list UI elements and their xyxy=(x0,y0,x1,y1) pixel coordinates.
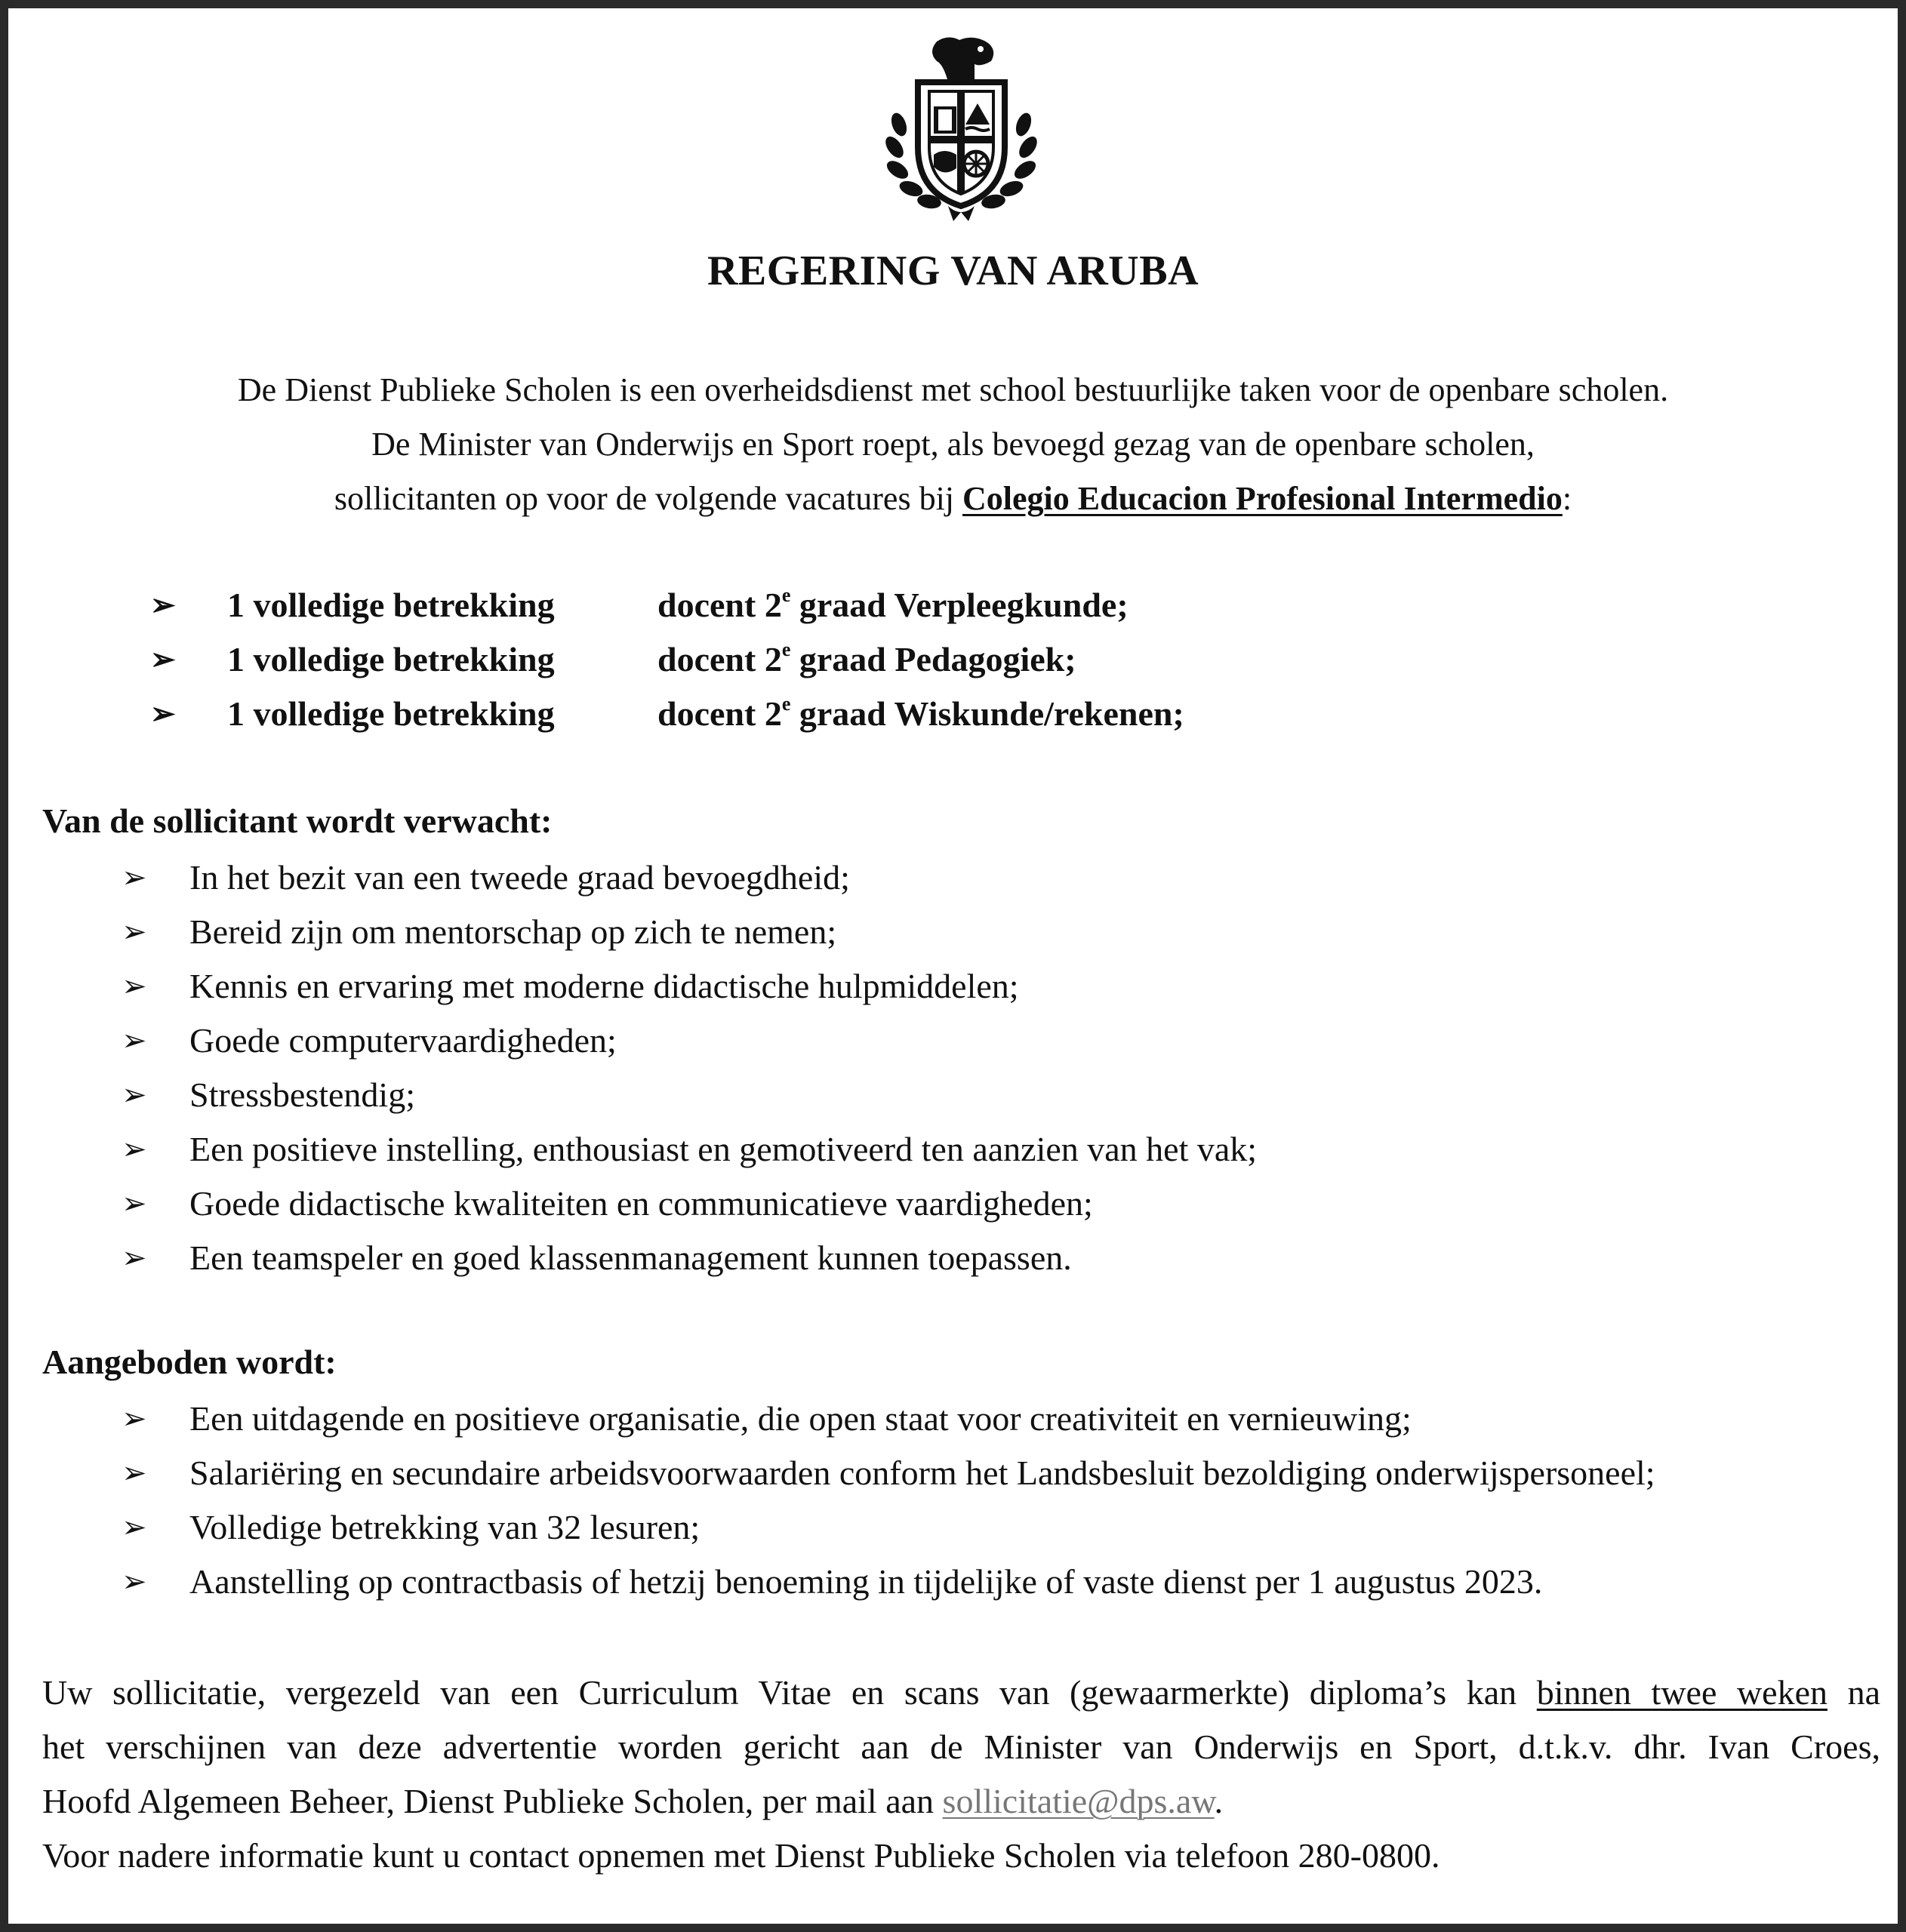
page-title: REGERING VAN ARUBA xyxy=(707,248,1199,294)
vacancy-amount: 1 volledige betrekking xyxy=(227,640,555,678)
coat-of-arms-emblem xyxy=(884,34,1039,223)
arrow-bullet-icon: ➢ xyxy=(122,1186,147,1220)
list-item-text: In het bezit van een tweede graad bevoegdheid; xyxy=(189,858,850,897)
list-item-text: Stressbestendig; xyxy=(189,1075,415,1114)
vacancy-amount: 1 volledige betrekking xyxy=(227,694,555,733)
arrow-bullet-icon: ➢ xyxy=(150,697,176,731)
arrow-bullet-icon: ➢ xyxy=(122,1564,147,1598)
list-item-text: Kennis en ervaring met moderne didactische hulpmiddelen; xyxy=(189,967,1019,1005)
arrow-bullet-icon: ➢ xyxy=(122,1078,147,1112)
vacancy-title-text: graad Pedagogiek; xyxy=(790,640,1076,678)
arrow-bullet-icon: ➢ xyxy=(122,1241,147,1275)
list-item-text: Goede computervaardigheden; xyxy=(189,1021,617,1060)
intro-line: De Dienst Publieke Scholen is een overheidsdienst met school bestuurlijke taken voor de openbare scholen. xyxy=(237,371,1669,408)
ordinal-superscript: e xyxy=(781,584,791,606)
list-item-text: Goede didactische kwaliteiten en communicatieve vaardigheden; xyxy=(189,1184,1093,1223)
list-item-text: Volledige betrekking van 32 lesuren; xyxy=(189,1508,701,1546)
arrow-bullet-icon: ➢ xyxy=(122,1510,147,1544)
closing-text: . xyxy=(1214,1782,1224,1820)
closing-line xyxy=(42,1666,1880,1720)
vacancy-title-text: graad Wiskunde/rekenen; xyxy=(790,694,1184,733)
deadline-text: binnen twee weken xyxy=(1536,1673,1827,1712)
closing-text: Uw sollicitatie, vergezeld van een Curriculum Vitae en scans van (gewaarmerkte) diploma’s kan xyxy=(42,1673,1537,1712)
closing-line: het verschijnen van deze advertentie worden gericht aan de Minister van Onderwijs en Sport, d.t.k.v. dhr. Ivan Croes, xyxy=(42,1727,1880,1766)
intro-line: De Minister van Onderwijs en Sport roept, als bevoegd gezag van de openbare scholen, xyxy=(371,426,1535,463)
arrow-bullet-icon: ➢ xyxy=(122,1023,147,1057)
vacancy-amount: 1 volledige betrekking xyxy=(227,586,555,624)
arrow-bullet-icon: ➢ xyxy=(122,860,147,894)
list-item-text: Een uitdagende en positieve organisatie, die open staat voor creativiteit en vernieuwing; xyxy=(189,1399,1412,1438)
vacancy-title xyxy=(657,632,1076,687)
intro-line-prefix: sollicitanten op voor de volgende vacatures bij xyxy=(334,480,963,517)
closing-line xyxy=(42,1774,1880,1829)
arrow-bullet-icon: ➢ xyxy=(122,1132,147,1166)
arrow-bullet-icon: ➢ xyxy=(122,1401,147,1435)
requirements-heading: Van de sollicitant wordt verwacht: xyxy=(42,801,553,840)
vacancy-title-text: docent 2 xyxy=(657,640,782,678)
closing-text: na xyxy=(1827,1673,1880,1712)
arrow-bullet-icon: ➢ xyxy=(122,915,147,949)
email-link[interactable]: sollicitatie@dps.aw xyxy=(942,1782,1215,1820)
intro-line-suffix: : xyxy=(1562,480,1572,517)
vacancy-title-text: docent 2 xyxy=(657,694,782,733)
closing-paragraph xyxy=(42,1666,1880,1883)
arrow-bullet-icon: ➢ xyxy=(150,588,176,622)
vacancy-title-text: docent 2 xyxy=(657,586,782,624)
vacancy-title xyxy=(657,687,1184,741)
offer-heading: Aangeboden wordt: xyxy=(42,1343,337,1381)
ordinal-superscript: e xyxy=(781,693,791,715)
list-item-text: Bereid zijn om mentorschap op zich te nemen; xyxy=(189,912,837,951)
arrow-bullet-icon: ➢ xyxy=(122,1456,147,1490)
school-name: Colegio Educacion Profesional Intermedio xyxy=(962,480,1563,517)
arrow-bullet-icon: ➢ xyxy=(150,642,176,676)
intro-paragraph xyxy=(8,363,1898,526)
intro-line xyxy=(8,472,1898,526)
vacancy-title-text: graad Verpleegkunde; xyxy=(790,586,1129,624)
ordinal-superscript: e xyxy=(781,638,791,660)
contact-line: Voor nadere informatie kunt u contact opnemen met Dienst Publieke Scholen via telefoon 280-0800. xyxy=(42,1836,1440,1875)
list-item-text: Salariëring en secundaire arbeidsvoorwaarden conform het Landsbesluit bezoldiging onderwijspersoneel; xyxy=(189,1454,1655,1492)
list-item-text: Een positieve instelling, enthousiast en gemotiveerd ten aanzien van het vak; xyxy=(189,1130,1258,1168)
list-item-text: Een teamspeler en goed klassenmanagement kunnen toepassen. xyxy=(189,1238,1072,1277)
vacancy-title xyxy=(657,578,1129,632)
arrow-bullet-icon: ➢ xyxy=(122,969,147,1003)
list-item-text: Aanstelling op contractbasis of hetzij benoeming in tijdelijke of vaste dienst per 1 augustus 2023. xyxy=(189,1562,1543,1601)
closing-text: Hoofd Algemeen Beheer, Dienst Publieke Scholen, per mail aan xyxy=(42,1782,943,1820)
